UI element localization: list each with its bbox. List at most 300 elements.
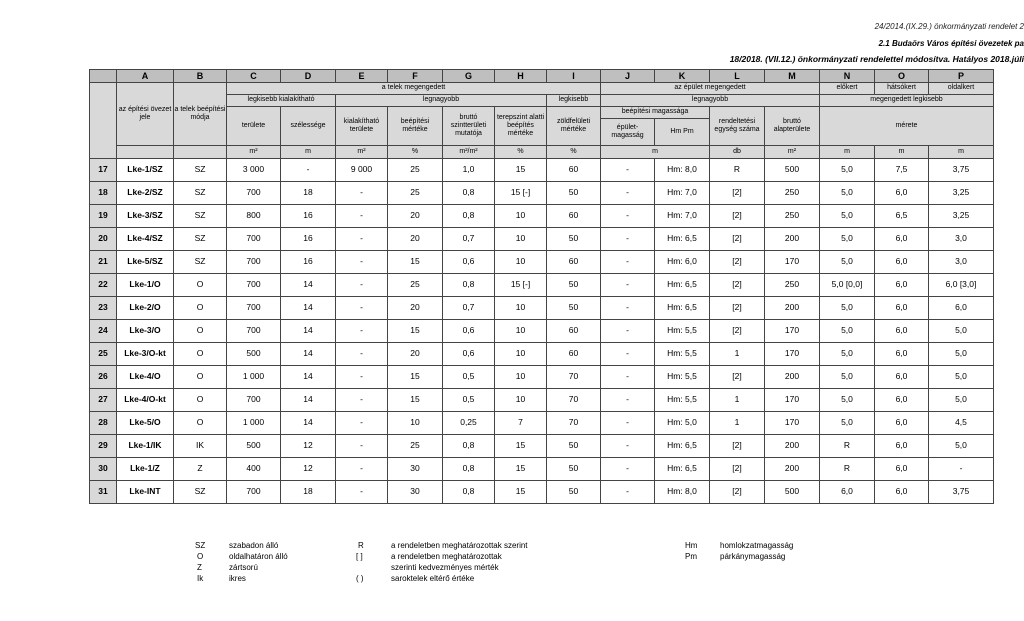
column-letter: N <box>820 70 875 83</box>
unit-cell <box>117 146 174 159</box>
unit-cell <box>174 146 227 159</box>
formable-area-cell: - <box>336 251 388 274</box>
build-mode-cell: SZ <box>174 182 227 205</box>
formable-area-cell: - <box>336 343 388 366</box>
plot-width-cell: 14 <box>281 366 336 389</box>
side-yard-cell: 4,5 <box>929 412 994 435</box>
formable-area-cell: - <box>336 458 388 481</box>
plot-width-cell: 16 <box>281 205 336 228</box>
legend-code: R <box>358 541 364 550</box>
building-height-cell: - <box>601 205 655 228</box>
build-mode-cell: O <box>174 274 227 297</box>
zone-code-cell: Lke-4/O <box>117 366 174 389</box>
build-mode-cell: SZ <box>174 159 227 182</box>
side-yard-cell: 5,0 <box>929 435 994 458</box>
build-mode-cell: SZ <box>174 228 227 251</box>
table-row <box>90 228 994 251</box>
plot-area-cell: 3 000 <box>227 159 281 182</box>
header-zone-code: az építési övezet jele <box>117 83 174 146</box>
gross-floor-area-cell: 170 <box>765 343 820 366</box>
legend-code: Hm <box>685 541 698 550</box>
green-ratio-cell: 60 <box>547 251 601 274</box>
row-number-cell: 27 <box>90 389 117 412</box>
green-ratio-cell: 60 <box>547 159 601 182</box>
gross-floor-area-cell: 200 <box>765 435 820 458</box>
header-max-building: legnagyobb <box>601 95 820 107</box>
column-letter: P <box>929 70 994 83</box>
floor-ratio-cell: 0,7 <box>443 297 495 320</box>
plot-area-cell: 1 000 <box>227 412 281 435</box>
legend-code: Ik <box>197 574 204 583</box>
unit-count-cell: [2] <box>710 320 765 343</box>
gross-floor-area-cell: 170 <box>765 251 820 274</box>
zone-code-cell: Lke-1/O <box>117 274 174 297</box>
plot-area-cell: 700 <box>227 481 281 504</box>
zone-code-cell: Lke-1/IK <box>117 435 174 458</box>
underground-ratio-cell: 10 <box>495 228 547 251</box>
front-yard-cell: 6,0 <box>820 481 875 504</box>
plot-width-cell: 14 <box>281 343 336 366</box>
build-ratio-cell: 20 <box>388 343 443 366</box>
header-building-allowed: az épület megengedett <box>601 83 820 95</box>
header-build-mode: a telek beépítési módja <box>174 83 227 146</box>
header-build-height: beépítési magassága <box>601 107 710 119</box>
legend-code: Pm <box>685 552 697 561</box>
rear-yard-cell: 6,0 <box>875 274 929 297</box>
floor-ratio-cell: 0,6 <box>443 343 495 366</box>
plot-width-cell: 18 <box>281 182 336 205</box>
formable-area-cell: - <box>336 412 388 435</box>
plot-width-cell: - <box>281 159 336 182</box>
plot-area-cell: 500 <box>227 343 281 366</box>
formable-area-cell: - <box>336 366 388 389</box>
formable-area-cell: - <box>336 228 388 251</box>
gross-floor-area-cell: 200 <box>765 228 820 251</box>
underground-ratio-cell: 10 <box>495 251 547 274</box>
floor-ratio-cell: 0,8 <box>443 274 495 297</box>
legend-text: párkánymagasság <box>720 552 786 561</box>
legend-code: O <box>197 552 204 561</box>
column-letter: E <box>336 70 388 83</box>
row-number-cell: 17 <box>90 159 117 182</box>
table-row <box>90 389 994 412</box>
column-letter: H <box>495 70 547 83</box>
height-hm-cell: Hm: 6,5 <box>655 274 710 297</box>
table-row <box>90 412 994 435</box>
header-rear-yard: hátsókert <box>875 83 929 95</box>
header-side-yard: oldalkert <box>929 83 994 95</box>
green-ratio-cell: 50 <box>547 435 601 458</box>
floor-ratio-cell: 0,6 <box>443 320 495 343</box>
formable-area-cell: - <box>336 435 388 458</box>
build-mode-cell: IK <box>174 435 227 458</box>
build-ratio-cell: 20 <box>388 205 443 228</box>
formable-area-cell: - <box>336 182 388 205</box>
unit-count-cell: 1 <box>710 412 765 435</box>
green-ratio-cell: 50 <box>547 182 601 205</box>
plot-area-cell: 700 <box>227 182 281 205</box>
height-hm-cell: Hm: 8,0 <box>655 481 710 504</box>
unit-count-cell: [2] <box>710 182 765 205</box>
plot-area-cell: 500 <box>227 435 281 458</box>
green-ratio-cell: 50 <box>547 228 601 251</box>
green-ratio-cell: 50 <box>547 297 601 320</box>
unit-cell: m <box>601 146 710 159</box>
unit-cell: m <box>281 146 336 159</box>
floor-ratio-cell: 0,5 <box>443 366 495 389</box>
zone-code-cell: Lke-4/O-kt <box>117 389 174 412</box>
rear-yard-cell: 6,0 <box>875 182 929 205</box>
plot-area-cell: 700 <box>227 297 281 320</box>
floor-ratio-cell: 0,8 <box>443 435 495 458</box>
row-number-cell: 30 <box>90 458 117 481</box>
underground-ratio-cell: 10 <box>495 389 547 412</box>
green-ratio-cell: 70 <box>547 389 601 412</box>
header-underground-ratio: terepszint alatti beépítés mértéke <box>495 107 547 146</box>
build-ratio-cell: 25 <box>388 159 443 182</box>
height-hm-cell: Hm: 6,5 <box>655 297 710 320</box>
unit-count-cell: [2] <box>710 458 765 481</box>
height-hm-cell: Hm: 5,5 <box>655 389 710 412</box>
formable-area-cell: - <box>336 481 388 504</box>
document-header-line-2: 2.1 Budaörs Város építési övezetek pa <box>878 39 1024 48</box>
plot-area-cell: 700 <box>227 251 281 274</box>
height-hm-cell: Hm: 8,0 <box>655 159 710 182</box>
zone-code-cell: Lke-INT <box>117 481 174 504</box>
front-yard-cell: 5,0 [0,0] <box>820 274 875 297</box>
legend-text: saroktelek eltérő értéke <box>391 574 475 583</box>
rear-yard-cell: 6,0 <box>875 251 929 274</box>
table-row <box>90 182 994 205</box>
front-yard-cell: 5,0 <box>820 366 875 389</box>
floor-ratio-cell: 0,8 <box>443 182 495 205</box>
underground-ratio-cell: 10 <box>495 366 547 389</box>
formable-area-cell: - <box>336 389 388 412</box>
underground-ratio-cell: 10 <box>495 205 547 228</box>
row-number-header <box>90 83 117 159</box>
formable-area-cell: 9 000 <box>336 159 388 182</box>
column-letter: I <box>547 70 601 83</box>
green-ratio-cell: 70 <box>547 366 601 389</box>
plot-width-cell: 14 <box>281 297 336 320</box>
zoning-table <box>89 69 994 504</box>
rear-yard-cell: 6,0 <box>875 458 929 481</box>
build-ratio-cell: 15 <box>388 251 443 274</box>
unit-cell: % <box>388 146 443 159</box>
column-letter: C <box>227 70 281 83</box>
building-height-cell: - <box>601 228 655 251</box>
column-letter: G <box>443 70 495 83</box>
gross-floor-area-cell: 170 <box>765 320 820 343</box>
header-building-height: épület-magasság <box>601 119 655 146</box>
zone-code-cell: Lke-1/SZ <box>117 159 174 182</box>
column-letter-row <box>90 70 994 83</box>
unit-cell: db <box>710 146 765 159</box>
building-height-cell: - <box>601 458 655 481</box>
front-yard-cell: 5,0 <box>820 297 875 320</box>
column-letter: B <box>174 70 227 83</box>
side-yard-cell: 3,0 <box>929 228 994 251</box>
table-row <box>90 159 994 182</box>
height-hm-cell: Hm: 6,5 <box>655 228 710 251</box>
floor-ratio-cell: 0,8 <box>443 481 495 504</box>
side-yard-cell: 6,0 <box>929 297 994 320</box>
height-hm-cell: Hm: 5,5 <box>655 366 710 389</box>
build-mode-cell: SZ <box>174 251 227 274</box>
build-mode-cell: SZ <box>174 205 227 228</box>
unit-cell: m² <box>336 146 388 159</box>
header-allowed-min: megengedett legkisebb <box>820 95 994 107</box>
gross-floor-area-cell: 200 <box>765 366 820 389</box>
column-letter: F <box>388 70 443 83</box>
height-hm-cell: Hm: 6,0 <box>655 251 710 274</box>
underground-ratio-cell: 10 <box>495 320 547 343</box>
plot-area-cell: 400 <box>227 458 281 481</box>
front-yard-cell: 5,0 <box>820 251 875 274</box>
green-ratio-cell: 60 <box>547 205 601 228</box>
underground-ratio-cell: 15 [-] <box>495 274 547 297</box>
legend-code: SZ <box>195 541 206 550</box>
table-row <box>90 251 994 274</box>
rear-yard-cell: 6,0 <box>875 389 929 412</box>
front-yard-cell: 5,0 <box>820 228 875 251</box>
rear-yard-cell: 6,0 <box>875 228 929 251</box>
green-ratio-cell: 60 <box>547 343 601 366</box>
floor-ratio-cell: 0,5 <box>443 389 495 412</box>
legend-code: [ ] <box>356 552 363 561</box>
row-number-cell: 26 <box>90 366 117 389</box>
header-plot-allowed: a telek megengedett <box>227 83 601 95</box>
unit-count-cell: [2] <box>710 481 765 504</box>
formable-area-cell: - <box>336 320 388 343</box>
unit-cell: % <box>495 146 547 159</box>
header-gross-floor-area: bruttó alapterülete <box>765 107 820 146</box>
unit-count-cell: 1 <box>710 343 765 366</box>
rear-yard-cell: 6,0 <box>875 481 929 504</box>
row-number-cell: 23 <box>90 297 117 320</box>
floor-ratio-cell: 1,0 <box>443 159 495 182</box>
build-ratio-cell: 25 <box>388 274 443 297</box>
height-hm-cell: Hm: 7,0 <box>655 205 710 228</box>
build-ratio-cell: 20 <box>388 297 443 320</box>
floor-ratio-cell: 0,8 <box>443 458 495 481</box>
unit-count-cell: [2] <box>710 251 765 274</box>
build-mode-cell: O <box>174 412 227 435</box>
gross-floor-area-cell: 200 <box>765 458 820 481</box>
plot-width-cell: 16 <box>281 228 336 251</box>
row-number-cell: 25 <box>90 343 117 366</box>
zone-code-cell: Lke-2/SZ <box>117 182 174 205</box>
rear-yard-cell: 6,0 <box>875 343 929 366</box>
row-number-cell: 19 <box>90 205 117 228</box>
green-ratio-cell: 50 <box>547 274 601 297</box>
front-yard-cell: 5,0 <box>820 412 875 435</box>
rear-yard-cell: 6,0 <box>875 320 929 343</box>
unit-count-cell: [2] <box>710 435 765 458</box>
zone-code-cell: Lke-3/O <box>117 320 174 343</box>
build-ratio-cell: 25 <box>388 435 443 458</box>
formable-area-cell: - <box>336 205 388 228</box>
column-letter: O <box>875 70 929 83</box>
zone-code-cell: Lke-4/SZ <box>117 228 174 251</box>
header-width: szélessége <box>281 107 336 146</box>
column-letter: L <box>710 70 765 83</box>
front-yard-cell: 5,0 <box>820 182 875 205</box>
side-yard-cell: 3,0 <box>929 251 994 274</box>
unit-count-cell: [2] <box>710 366 765 389</box>
plot-width-cell: 12 <box>281 435 336 458</box>
column-letter: A <box>117 70 174 83</box>
plot-area-cell: 700 <box>227 228 281 251</box>
building-height-cell: - <box>601 297 655 320</box>
building-height-cell: - <box>601 366 655 389</box>
unit-cell: m² <box>765 146 820 159</box>
build-ratio-cell: 25 <box>388 182 443 205</box>
height-hm-cell: Hm: 5,5 <box>655 320 710 343</box>
unit-count-cell: [2] <box>710 205 765 228</box>
build-ratio-cell: 15 <box>388 389 443 412</box>
gross-floor-area-cell: 250 <box>765 182 820 205</box>
document-header-line-3: 18/2018. (VII.12.) önkormányzati rendelettel módosítva. Hatályos 2018.júli <box>729 54 1024 64</box>
gross-floor-area-cell: 500 <box>765 481 820 504</box>
build-mode-cell: O <box>174 366 227 389</box>
side-yard-cell: 5,0 <box>929 366 994 389</box>
unit-count-cell: [2] <box>710 228 765 251</box>
building-height-cell: - <box>601 251 655 274</box>
row-number-cell: 22 <box>90 274 117 297</box>
side-yard-cell: 5,0 <box>929 389 994 412</box>
plot-width-cell: 14 <box>281 320 336 343</box>
unit-count-cell: R <box>710 159 765 182</box>
rear-yard-cell: 7,5 <box>875 159 929 182</box>
header-build-ratio: beépítési mértéke <box>388 107 443 146</box>
plot-area-cell: 700 <box>227 274 281 297</box>
build-ratio-cell: 15 <box>388 320 443 343</box>
front-yard-cell: 5,0 <box>820 343 875 366</box>
row-number-cell: 24 <box>90 320 117 343</box>
corner-cell <box>90 70 117 83</box>
front-yard-cell: 5,0 <box>820 320 875 343</box>
header-front-yard: előkert <box>820 83 875 95</box>
side-yard-cell: 3,75 <box>929 481 994 504</box>
floor-ratio-cell: 0,25 <box>443 412 495 435</box>
underground-ratio-cell: 15 <box>495 458 547 481</box>
green-ratio-cell: 50 <box>547 458 601 481</box>
header-green-ratio: zöldfelületi mértéke <box>547 107 601 146</box>
building-height-cell: - <box>601 274 655 297</box>
zone-code-cell: Lke-3/O-kt <box>117 343 174 366</box>
plot-area-cell: 700 <box>227 320 281 343</box>
table-body <box>90 159 994 504</box>
legend-text: szabadon álló <box>229 541 279 550</box>
green-ratio-cell: 60 <box>547 320 601 343</box>
rear-yard-cell: 6,0 <box>875 297 929 320</box>
floor-ratio-cell: 0,6 <box>443 251 495 274</box>
side-yard-cell: 3,25 <box>929 205 994 228</box>
rear-yard-cell: 6,0 <box>875 435 929 458</box>
build-mode-cell: Z <box>174 458 227 481</box>
build-ratio-cell: 20 <box>388 228 443 251</box>
build-mode-cell: SZ <box>174 481 227 504</box>
legend-code: Z <box>197 563 202 572</box>
build-ratio-cell: 30 <box>388 458 443 481</box>
row-number-cell: 21 <box>90 251 117 274</box>
zone-code-cell: Lke-2/O <box>117 297 174 320</box>
unit-cell: % <box>547 146 601 159</box>
rear-yard-cell: 6,5 <box>875 205 929 228</box>
unit-count-cell: 1 <box>710 389 765 412</box>
building-height-cell: - <box>601 389 655 412</box>
legend-text: a rendeletben meghatározottak szerint <box>391 541 528 550</box>
table-row <box>90 320 994 343</box>
plot-width-cell: 14 <box>281 389 336 412</box>
height-hm-cell: Hm: 5,5 <box>655 343 710 366</box>
building-height-cell: - <box>601 412 655 435</box>
build-ratio-cell: 30 <box>388 481 443 504</box>
table-row <box>90 458 994 481</box>
row-number-cell: 20 <box>90 228 117 251</box>
table-row <box>90 274 994 297</box>
front-yard-cell: 5,0 <box>820 389 875 412</box>
unit-cell: m <box>875 146 929 159</box>
row-number-cell: 31 <box>90 481 117 504</box>
plot-width-cell: 14 <box>281 412 336 435</box>
unit-cell: m <box>929 146 994 159</box>
table-row <box>90 481 994 504</box>
table-row <box>90 297 994 320</box>
floor-ratio-cell: 0,7 <box>443 228 495 251</box>
zone-code-cell: Lke-5/SZ <box>117 251 174 274</box>
header-floor-ratio: bruttó szintterületi mutatója <box>443 107 495 146</box>
height-hm-cell: Hm: 6,5 <box>655 435 710 458</box>
underground-ratio-cell: 7 <box>495 412 547 435</box>
legend-text: oldalhatáron álló <box>229 552 288 561</box>
rear-yard-cell: 6,0 <box>875 412 929 435</box>
header-formable-area: kialakítható területe <box>336 107 388 146</box>
building-height-cell: - <box>601 481 655 504</box>
building-height-cell: - <box>601 320 655 343</box>
unit-count-cell: [2] <box>710 274 765 297</box>
legend-code: ( ) <box>356 574 364 583</box>
unit-cell: m²/m² <box>443 146 495 159</box>
building-height-cell: - <box>601 159 655 182</box>
row-number-cell: 18 <box>90 182 117 205</box>
build-ratio-cell: 15 <box>388 366 443 389</box>
building-height-cell: - <box>601 182 655 205</box>
building-height-cell: - <box>601 343 655 366</box>
side-yard-cell: 3,75 <box>929 159 994 182</box>
underground-ratio-cell: 15 <box>495 481 547 504</box>
column-letter: M <box>765 70 820 83</box>
rear-yard-cell: 6,0 <box>875 366 929 389</box>
plot-width-cell: 12 <box>281 458 336 481</box>
build-mode-cell: O <box>174 389 227 412</box>
gross-floor-area-cell: 250 <box>765 205 820 228</box>
document-header-line-1: 24/2014.(IX.29.) önkormányzati rendelet 2 <box>874 22 1024 31</box>
header-min-formable: legkisebb kialakítható <box>227 95 336 107</box>
gross-floor-area-cell: 250 <box>765 274 820 297</box>
row-number-cell: 29 <box>90 435 117 458</box>
gross-floor-area-cell: 170 <box>765 412 820 435</box>
table-row <box>90 435 994 458</box>
table-row <box>90 366 994 389</box>
table-row <box>90 205 994 228</box>
front-yard-cell: 5,0 <box>820 205 875 228</box>
gross-floor-area-cell: 500 <box>765 159 820 182</box>
column-letter: J <box>601 70 655 83</box>
legend-text: szerinti kedvezményes mérték <box>391 563 499 572</box>
plot-width-cell: 14 <box>281 274 336 297</box>
